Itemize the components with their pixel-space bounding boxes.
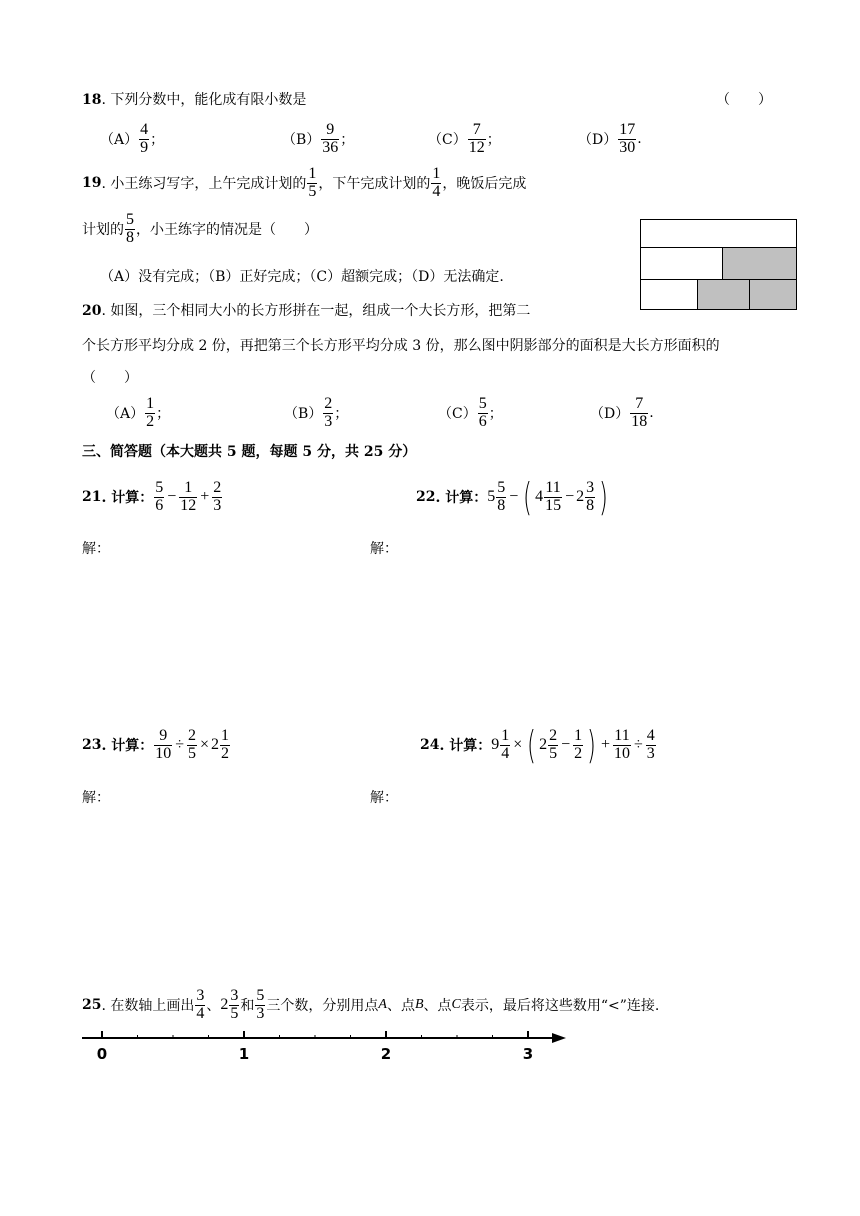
tick-label: 3	[522, 1045, 534, 1063]
q18-stem: 18. 下列分数中，能化成有限小数是	[82, 92, 307, 108]
q18-answer-paren: （ ）	[716, 92, 772, 108]
q21-answer-label: 解：	[82, 541, 110, 557]
q20-answer-paren: （ ）	[82, 370, 138, 386]
rectangle-figure	[640, 219, 798, 311]
q20-stem-line2: 个长方形平均分成 2 份，再把第三个长方形平均分成 3 份，那么图中阴影部分的面积是大长方形面积的	[82, 338, 720, 354]
fraction: $\frac{5}{8}$	[126, 211, 134, 246]
shaded-third	[698, 280, 750, 310]
fraction: $\frac{4}{9}$	[140, 121, 149, 156]
q24-answer-label: 解：	[370, 790, 398, 806]
q18-option-a: （A） $\frac{4}{9}$ ；	[100, 121, 165, 156]
q18-option-c: （C） $\frac{7}{12}$ ；	[428, 121, 501, 156]
q18-option-b: （B） $\frac{9}{36}$ ；	[282, 121, 355, 156]
fraction: $\frac{5}{6}$	[478, 395, 487, 430]
q21-stem: 21 . 计算： $\frac{5}{6}$ − $\frac{1}{12}$ + $\frac{2}{3}$	[82, 479, 222, 514]
q23-answer-label: 解：	[82, 790, 110, 806]
fraction: $\frac{17}{30}$	[619, 121, 636, 156]
fraction: $\frac{7}{18}$	[631, 395, 648, 430]
q20-stem-line1: 20. 如图，三个相同大小的长方形拼在一起，组成一个大长方形，把第二	[82, 303, 531, 319]
q20-option-b: （B） $\frac{2}{3}$ ；	[284, 395, 349, 430]
tick-label: 1	[238, 1045, 250, 1063]
q22-answer-label: 解：	[370, 541, 398, 557]
fraction: $\frac{1}{2}$	[146, 395, 155, 430]
fraction: $\frac{2}{3}$	[324, 395, 333, 430]
fraction: $\frac{1}{4}$	[432, 165, 441, 200]
q24-stem: 24 . 计算： 9 $\frac{1}{4}$ × ( 2 $\frac{2}{5}$ − $\frac{1}{2}$ ) + $\frac{11}{10}$ ÷ $\frac{4}{3}$	[420, 723, 655, 767]
shaded-half	[723, 248, 797, 280]
tick-label: 0	[96, 1045, 108, 1063]
arrow-icon	[552, 1033, 566, 1043]
q25-stem: 25 . 在数轴上画出 $\frac{3}{4}$ 、 2 $\frac{3}{5}$ 和 $\frac{5}{3}$ 三个数，分别用点 A 、点 B 、点 C 表示，最后将这些数用“<”连接.	[82, 987, 660, 1022]
q20-option-d: （D） $\frac{7}{18}$ .	[590, 395, 654, 430]
q19-options: （A）没有完成；（B）正好完成；（C）超额完成；（D）无法确定.	[100, 269, 504, 285]
q20-option-a: （A） $\frac{1}{2}$ ；	[106, 395, 171, 430]
q20-option-c: （C） $\frac{5}{6}$ ；	[438, 395, 503, 430]
q19-stem-line1: 19 . 小王练习写字，上午完成计划的 $\frac{1}{5}$ ，下午完成计划的 $\frac{1}{4}$ ，晚饭后完成	[82, 165, 527, 200]
fraction: $\frac{1}{5}$	[308, 165, 317, 200]
fraction: $\frac{9}{36}$	[322, 121, 339, 156]
number-line[interactable]	[80, 1028, 570, 1068]
tick-label: 2	[380, 1045, 392, 1063]
section-heading: 三、简答题（本大题共 5 题，每题 5 分，共 25 分）	[82, 444, 417, 460]
q19-stem-line2: 计划的 $\frac{5}{8}$ ，小王练字的情况是（ ）	[82, 211, 318, 246]
fraction: $\frac{7}{12}$	[468, 121, 485, 156]
q23-stem: 23 . 计算： $\frac{9}{10}$ ÷ $\frac{2}{5}$ × 2 $\frac{1}{2}$	[82, 727, 230, 762]
q22-stem: 22 . 计算： 5 $\frac{5}{8}$ − ( 4 $\frac{11}{15}$ − 2 $\frac{3}{8}$ )	[416, 475, 608, 519]
shaded-third	[750, 280, 797, 310]
q18-option-d: （D） $\frac{17}{30}$ .	[578, 121, 642, 156]
